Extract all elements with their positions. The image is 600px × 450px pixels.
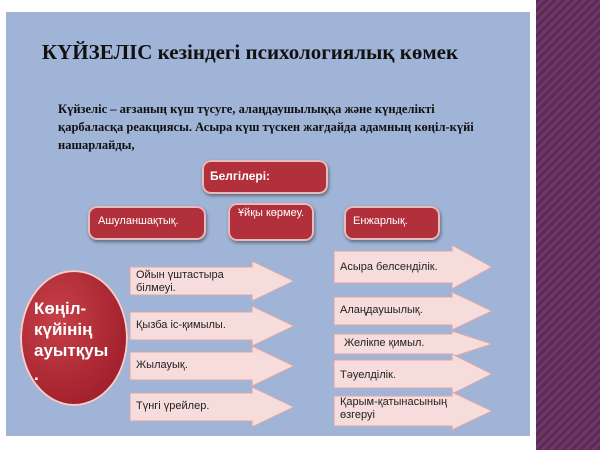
right-arrow-2: Алаңдаушылық. bbox=[334, 292, 492, 330]
circle-label: Көңіл-күйінің ауытқуы bbox=[34, 299, 109, 360]
sign-box-apathy: Енжарлық. bbox=[344, 206, 440, 240]
right-arrow-1: Асыра белсенділік. bbox=[334, 245, 492, 289]
circle-dot: . bbox=[34, 365, 39, 384]
left-arrow-2: Қызба іс-қимылы. bbox=[130, 306, 294, 346]
mood-deviation-circle bbox=[20, 270, 128, 406]
right-arrow-5: Қарым-қатынасының өзгеруі bbox=[334, 392, 492, 430]
left-arrow-4: Түнгі үрейлер. bbox=[130, 387, 294, 427]
signs-box-label: Белгілері: bbox=[210, 169, 271, 183]
right-arrow-3: Желікпе қимыл. bbox=[334, 331, 492, 357]
sign-box-insomnia: Ұйқы көрмеу. bbox=[228, 203, 314, 241]
decorative-side-band bbox=[536, 0, 600, 450]
left-arrow-3: Жылауық. bbox=[130, 346, 294, 386]
left-arrow-1: Ойын үштастыра білмеуі. bbox=[130, 261, 294, 301]
signs-box bbox=[202, 160, 328, 194]
intro-paragraph: Күйзеліс – ағзаның күш түсуге, алаңдаушылыққа және күнделікті қарбаласқа реакциясы. Асыра күш түскен жағдайда адамның көңіл-күйі нашарлайды, bbox=[58, 102, 474, 152]
slide-title: КҮЙЗЕЛІС кезіндегі психологиялық көмек bbox=[41, 40, 459, 64]
right-arrow-4: Тәуелділік. bbox=[334, 354, 492, 394]
sign-box-irritability: Ашуланшақтық. bbox=[88, 206, 206, 240]
